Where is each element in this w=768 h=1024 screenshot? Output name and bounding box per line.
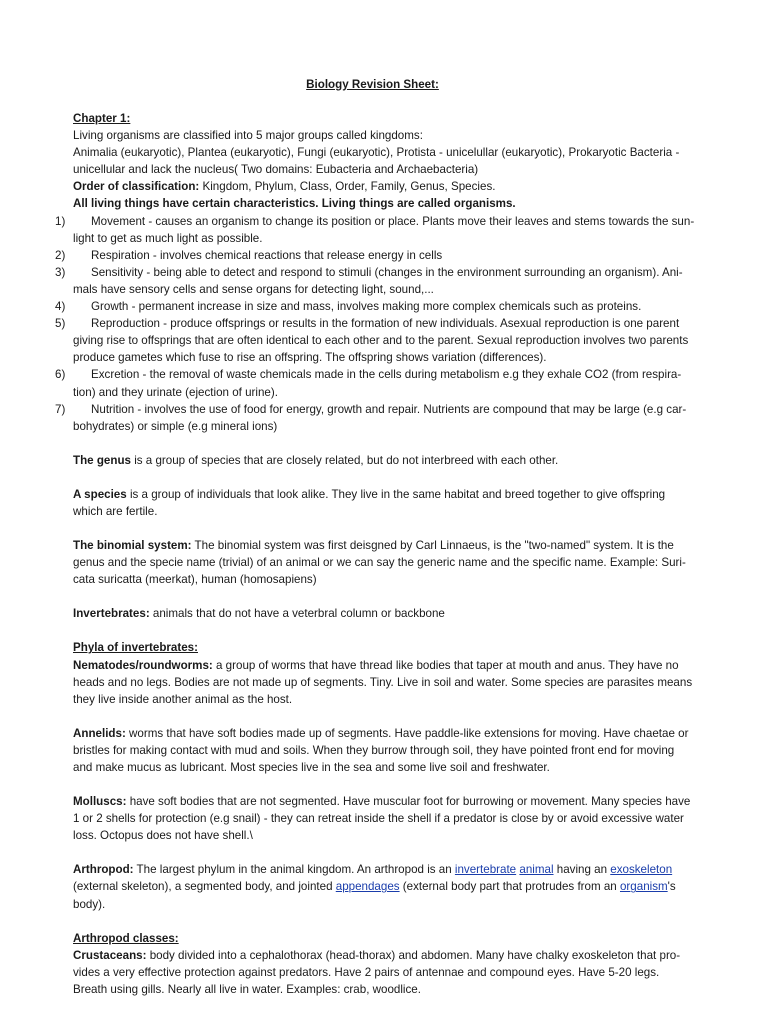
binomial-label: The binomial system: bbox=[73, 539, 192, 553]
crustaceans-text: body divided into a cephalothorax (head-thorax) and abdomen. Many have chalky exoskeleton that pro-vides a very effective protection against predators. Have 2 pairs of antennae and compound eyes. Have 5-20 legs. Breath using gills. Nearly all live in water. Examples: crab, woodlice. bbox=[73, 948, 681, 996]
crustaceans-label: Crustaceans: bbox=[73, 948, 147, 962]
annelids-paragraph bbox=[73, 725, 695, 776]
order-text: Kingdom, Phylum, Class, Order, Family, Genus, Species. bbox=[199, 180, 496, 194]
characteristics-list bbox=[55, 213, 695, 435]
arthropod-label: Arthropod: bbox=[73, 863, 134, 877]
document-body bbox=[55, 110, 695, 998]
nematodes-paragraph bbox=[73, 657, 695, 708]
list-number: 4) bbox=[55, 300, 66, 314]
phyla-heading: Phyla of invertebrates: bbox=[73, 641, 198, 655]
list-text: Sensitivity - being able to detect and respond to stimuli (changes in the environment surrounding an organism). Ani-mals have sensory cells and sense organs for detecting light, sound,... bbox=[73, 265, 683, 296]
order-label: Order of classification: bbox=[73, 180, 200, 194]
list-item bbox=[55, 401, 695, 435]
list-number: 7) bbox=[55, 402, 66, 416]
invertebrates-text: animals that do not have a veterbral column or backbone bbox=[149, 607, 445, 621]
order-paragraph bbox=[73, 178, 695, 195]
species-label: A species bbox=[73, 487, 127, 501]
genus-paragraph bbox=[73, 452, 695, 469]
list-text: Reproduction - produce offsprings or results in the formation of new individuals. Asexual reproduction is one parent giving rise to offsprings that are often identical to each other and to the parent. Sexual reproduction involves two parents produce gametes which fuse to rise an offspring. The offspring shows variation (differences). bbox=[73, 317, 689, 365]
arthropod-paragraph: Arthropod: The largest phylum in the animal kingdom. An arthropod is an invertebrate animal having an exoskeleton (external skeleton), a segmented body, and jointed appendages (external body part that protrudes from an organism's body). bbox=[73, 863, 676, 911]
appendages-link[interactable]: appendages bbox=[335, 880, 400, 894]
list-text: Respiration - involves chemical reactions that release energy in cells bbox=[91, 248, 443, 262]
page-title: Biology Revision Sheet: bbox=[306, 78, 439, 91]
animal-link[interactable]: animal bbox=[519, 863, 554, 877]
invertebrate-link[interactable]: invertebrate bbox=[454, 863, 517, 877]
list-text: Nutrition - involves the use of food for energy, growth and repair. Nutrients are compound that may be large (e.g car-bohydrates) or simple (e.g mineral ions) bbox=[73, 402, 687, 433]
list-item bbox=[55, 213, 695, 247]
arthropod-classes-heading: Arthropod classes: bbox=[73, 931, 179, 945]
nematodes-text: a group of worms that have thread like bodies that taper at mouth and anus. They have no heads and no legs. Bodies are not made up of segments. Tiny. Live in soil and water. Some species are parasites means they live inside another animal as the host. bbox=[73, 658, 693, 706]
exoskeleton-link[interactable]: exoskeleton bbox=[610, 863, 673, 877]
species-paragraph bbox=[73, 486, 695, 520]
invertebrates-paragraph bbox=[73, 605, 695, 622]
crustaceans-paragraph bbox=[73, 947, 695, 998]
list-item bbox=[55, 366, 695, 400]
list-item bbox=[55, 315, 695, 366]
list-text: Growth - permanent increase in size and mass, involves making more complex chemicals such as proteins. bbox=[91, 300, 642, 314]
list-text: Excretion - the removal of waste chemicals made in the cells during metabolism e.g they exhale CO2 (from respira-tion) and they urinate (ejection of urine). bbox=[73, 368, 682, 399]
annelids-label: Annelids: bbox=[73, 726, 126, 740]
list-item bbox=[55, 298, 695, 315]
genus-text: is a group of species that are closely related, but do not interbreed with each other. bbox=[130, 453, 559, 467]
intro-line: Living organisms are classified into 5 major groups called kingdoms: bbox=[73, 129, 423, 143]
binomial-text: The binomial system was first deisgned by Carl Linnaeus, is the "two-named" system. It is the genus and the specie name (trivial) of an animal or we can say the generic name and the specific name. Example: Suri-cata suricatta (meerkat), human (homosapiens) bbox=[73, 539, 686, 587]
list-number: 6) bbox=[55, 368, 66, 382]
list-item bbox=[55, 264, 695, 298]
chapter-heading: Chapter 1: bbox=[73, 112, 131, 125]
list-number: 2) bbox=[55, 248, 66, 262]
characteristics-heading: All living things have certain characteristics. Living things are called organisms. bbox=[73, 197, 516, 211]
genus-label: The genus bbox=[73, 453, 131, 467]
molluscs-paragraph bbox=[73, 793, 695, 844]
binomial-paragraph bbox=[73, 537, 695, 588]
organism-link[interactable]: organism bbox=[619, 880, 668, 894]
invertebrates-label: Invertebrates: bbox=[73, 607, 150, 621]
nematodes-label: Nematodes/roundworms: bbox=[73, 658, 213, 672]
kingdoms-paragraph: Animalia (eukaryotic), Plantea (eukaryotic), Fungi (eukaryotic), Protista - unicelullar (eukaryotic), Prokaryotic Bacteria - unicellular and lack the nucleus( Two domains: Eubacteria and Archaebacteria) bbox=[73, 146, 680, 177]
list-number: 5) bbox=[55, 317, 66, 331]
list-number: 3) bbox=[55, 265, 66, 279]
list-text: Movement - causes an organism to change its position or place. Plants move their leaves and stems towards the sun-light to get as much light as possible. bbox=[73, 214, 695, 245]
molluscs-label: Molluscs: bbox=[73, 795, 127, 809]
molluscs-text: have soft bodies that are not segmented. Have muscular foot for burrowing or movement. Many species have 1 or 2 shells for protection (e.g snail) - they can retreat inside the shell if a predator is close by or avoid excessive water loss. Octopus does not have shell.\ bbox=[73, 795, 691, 843]
list-number: 1) bbox=[55, 214, 66, 228]
list-item bbox=[55, 247, 695, 264]
annelids-text: worms that have soft bodies made up of segments. Have paddle-like extensions for moving. Have chaetae or bristles for making contact with mud and soils. When they burrow through soil, they have pointed front end for moving and make mucus as lubricant. Most species live in the sea and some live soil and freshwater. bbox=[73, 726, 689, 774]
species-text: is a group of individuals that look alike. They live in the same habitat and breed together to give offspring which are fertile. bbox=[73, 487, 666, 518]
